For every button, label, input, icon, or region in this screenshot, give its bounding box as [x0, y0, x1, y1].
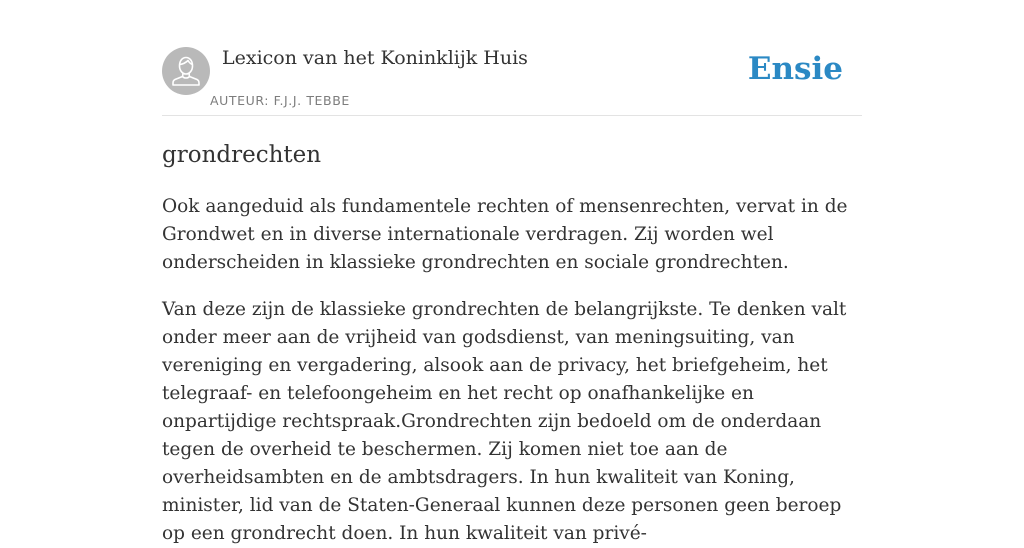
book-title-link[interactable]: Lexicon van het Koninklijk Huis [222, 47, 528, 69]
ensie-logo[interactable]: Ensie [747, 51, 843, 87]
page [162, 0, 862, 548]
entry-header [162, 0, 862, 116]
author-avatar[interactable] [162, 47, 210, 95]
author-byline[interactable]: AUTEUR: F.J.J. TEBBE [210, 93, 350, 108]
article-title: grondrechten [162, 142, 322, 168]
article-paragraph-1: Ook aangeduid als fundamentele rechten of mensenrechten, vervat in de Grondwet en in diverse internationale verdragen. Zij worden wel onderscheiden in klassieke grondrechten en sociale grondrechten. [162, 196, 848, 273]
article-paragraph-2: Van deze zijn de klassieke grondrechten de belangrijkste. Te denken valt onder meer aan de vrijheid van godsdienst, van meningsuiting, van vereniging en vergadering, alsook aan de privacy, het briefgeheim, het telegraaf- en telefoongeheim en het recht op onafhankelijke en onpartijdige rechtspraak.Grondrechten zijn bedoeld om de onderdaan tegen de overheid te beschermen. Zij komen niet toe aan de overheidsambten en de ambtsdragers. In hun kwaliteit van Koning, minister, lid van de Staten-Generaal kunnen deze personen geen beroep op een grondrecht doen. In hun kwaliteit van privé- [162, 299, 847, 544]
article-body [162, 140, 862, 548]
user-silhouette-icon [162, 47, 210, 95]
